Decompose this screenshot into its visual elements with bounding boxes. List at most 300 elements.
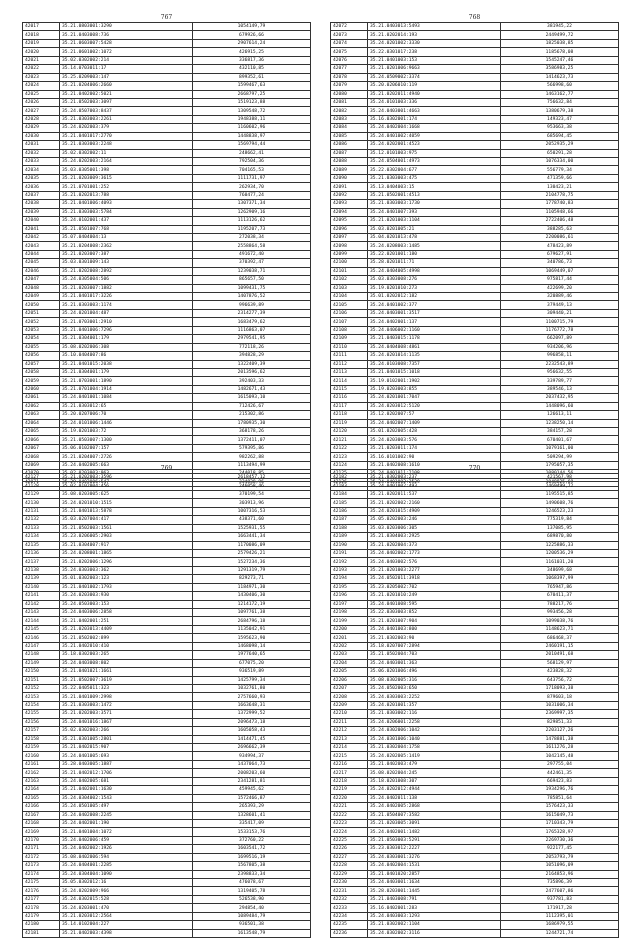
table-row <box>23 385 311 393</box>
row-number-cell: 42046 <box>23 267 60 275</box>
cadastral-value-cell: 1322409,39 <box>193 360 311 368</box>
row-number-cell: 42041 <box>23 225 60 233</box>
cadastral-number-cell: 35.24.0203003:576 <box>368 436 501 444</box>
cadastral-value-cell: 126613,11 <box>501 411 619 419</box>
row-number-cell: 42087 <box>331 149 368 157</box>
cadastral-number-cell: 35.24.0401003:800 <box>368 625 501 633</box>
cadastral-value-cell: 689870,80 <box>501 533 619 541</box>
cadastral-value-cell: 760477,24 <box>193 191 311 199</box>
table-row <box>331 259 619 267</box>
row-number-cell: 42102 <box>331 276 368 284</box>
row-number-cell: 42132 <box>23 516 60 524</box>
cadastral-value-cell: 556779,34 <box>501 166 619 174</box>
row-number-cell: 42078 <box>331 73 368 81</box>
row-number-cell: 42235 <box>331 921 368 929</box>
row-number-cell: 42056 <box>23 352 60 360</box>
cadastral-value-cell: 491672,40 <box>193 250 311 258</box>
table-row <box>23 276 311 284</box>
row-number-cell: 42233 <box>331 904 368 912</box>
cadastral-number-cell: 35.05.0202003:246 <box>368 516 501 524</box>
cadastral-value-cell: 1185678,08 <box>501 48 619 56</box>
cadastral-value-cell: 1414471,45 <box>193 735 311 743</box>
cadastral-value-cell: 320889,46 <box>501 293 619 301</box>
table-row <box>23 174 311 182</box>
row-number-cell: 42082 <box>331 107 368 115</box>
row-number-cell: 42124 <box>331 461 368 469</box>
cadastral-number-cell: 35.24.0201001:357 <box>368 701 501 709</box>
table-row <box>331 23 619 31</box>
cadastral-value-cell: 1161031,20 <box>501 558 619 566</box>
row-number-cell: 42036 <box>23 183 60 191</box>
row-number-cell: 42072 <box>331 23 368 31</box>
cadastral-value-cell: 1170086,09 <box>193 541 311 549</box>
table-row <box>23 444 311 452</box>
cadastral-value-cell: 829273,71 <box>193 575 311 583</box>
table-row <box>23 48 311 56</box>
row-number-cell: 42228 <box>331 862 368 870</box>
cadastral-value-cell: 1176772,78 <box>501 326 619 334</box>
cadastral-value-cell: 1567805,38 <box>193 862 311 870</box>
row-number-cell: 42069 <box>23 461 60 469</box>
row-number-cell: 42178 <box>23 904 60 912</box>
table-row <box>331 516 619 524</box>
row-number-cell: 42187 <box>331 516 368 524</box>
table-row <box>331 90 619 98</box>
cadastral-number-cell: 35.03.0203006:305 <box>368 524 501 532</box>
row-number-cell: 42169 <box>23 828 60 836</box>
row-number-cell: 42150 <box>23 668 60 676</box>
cadastral-value-cell: 566998,60 <box>501 82 619 90</box>
table-row <box>331 651 619 659</box>
cadastral-number-cell: 35.21.0401020:2857 <box>368 870 501 878</box>
cadastral-value-cell: 476078,67 <box>193 879 311 887</box>
cadastral-number-cell: 35.21.0203007:387 <box>60 250 193 258</box>
cadastral-value-cell: 1214172,19 <box>193 600 311 608</box>
row-number-cell: 42154 <box>23 701 60 709</box>
table-row <box>331 921 619 929</box>
table-row <box>23 760 311 768</box>
cadastral-number-cell: 35.21.0703001:2910 <box>60 318 193 326</box>
table-row <box>331 845 619 853</box>
cadastral-number-cell: 35.21.0202002:2160 <box>368 499 501 507</box>
cadastral-value-cell: 1448096,60 <box>501 402 619 410</box>
row-number-cell: 42204 <box>331 659 368 667</box>
cadastral-value-cell: 1718093,38 <box>501 684 619 692</box>
cadastral-value-cell: 1595623,90 <box>193 634 311 642</box>
cadastral-number-cell: 35.19.0102001:1902 <box>368 377 501 385</box>
row-number-cell: 42097 <box>331 233 368 241</box>
row-number-cell: 42147 <box>23 642 60 650</box>
cadastral-number-cell: 35.02.0302002:11 <box>60 149 193 157</box>
cadastral-number-cell: 35.03.0201005:21 <box>368 225 501 233</box>
row-number-cell: 42054 <box>23 335 60 343</box>
row-number-cell: 42034 <box>23 166 60 174</box>
row-number-cell: 42223 <box>331 819 368 827</box>
cadastral-number-cell: 35.06.0102007:157 <box>60 444 193 452</box>
cadastral-number-cell: 35.21.0203012:2564 <box>60 912 193 920</box>
cadastral-value-cell: 2460191,15 <box>501 642 619 650</box>
row-number-cell: 42203 <box>331 651 368 659</box>
table-row <box>23 879 311 887</box>
cadastral-value-cell: 2341281,81 <box>193 777 311 785</box>
cadastral-number-cell: 35.24.0304002:1543 <box>60 794 193 802</box>
cadastral-number-cell: 35.21.0202011:537 <box>368 490 501 498</box>
cadastral-number-cell: 35.21.0202011:4940 <box>368 90 501 98</box>
cadastral-value-cell: 2369997,35 <box>501 710 619 718</box>
register-table <box>22 473 311 938</box>
cadastral-number-cell: 35.24.0401011:2108 <box>368 470 501 478</box>
table-row <box>23 402 311 410</box>
row-number-cell: 42090 <box>331 174 368 182</box>
table-row <box>331 684 619 692</box>
cadastral-number-cell: 35.02.0302003:266 <box>60 727 193 735</box>
table-row <box>23 676 311 684</box>
row-number-cell: 42112 <box>331 360 368 368</box>
cadastral-number-cell: 35.23.0205002:702 <box>368 583 501 591</box>
row-number-cell: 42107 <box>331 318 368 326</box>
cadastral-value-cell: 953663,38 <box>501 124 619 132</box>
table-row <box>23 921 311 929</box>
row-number-cell: 42085 <box>331 132 368 140</box>
cadastral-value-cell: 879603,18 <box>501 693 619 701</box>
cadastral-value-cell: 459945,62 <box>193 786 311 794</box>
cadastral-number-cell: 35.21.0501007:768 <box>60 225 193 233</box>
table-row <box>23 360 311 368</box>
cadastral-value-cell: 423828,32 <box>501 668 619 676</box>
cadastral-value-cell: 1184971,30 <box>193 583 311 591</box>
table-row <box>331 895 619 903</box>
cadastral-number-cell: 35.24.0402004:1668 <box>368 124 501 132</box>
row-number-cell: 42172 <box>23 853 60 861</box>
cadastral-number-cell: 35.10.0404007:86 <box>60 352 193 360</box>
cadastral-value-cell: 679627,91 <box>501 250 619 258</box>
cadastral-number-cell: 35.21.0401004:1072 <box>60 828 193 836</box>
table-row <box>23 541 311 549</box>
cadastral-value-cell: 1611276,28 <box>501 744 619 752</box>
cadastral-number-cell: 35.21.0504007:3582 <box>368 811 501 819</box>
row-number-cell: 42028 <box>23 115 60 123</box>
cadastral-value-cell: 2269730,36 <box>501 836 619 844</box>
row-number-cell: 42039 <box>23 208 60 216</box>
cadastral-number-cell: 35.21.0302002:1104 <box>368 921 501 929</box>
table-row <box>23 769 311 777</box>
cadastral-value-cell: 1048825,69 <box>501 478 619 486</box>
table-row <box>23 845 311 853</box>
cadastral-number-cell: 35.21.0401013:5878 <box>60 507 193 515</box>
row-number-cell: 42128 <box>23 482 60 490</box>
cadastral-value-cell: 1663441,34 <box>193 533 311 541</box>
row-number-cell: 42142 <box>23 600 60 608</box>
row-number-cell: 42229 <box>331 870 368 878</box>
cadastral-number-cell: 35.24.0201001:7047 <box>368 394 501 402</box>
table-row <box>23 566 311 574</box>
cadastral-number-cell: 35.24.0403001:4663 <box>368 107 501 115</box>
table-row <box>331 352 619 360</box>
row-number-cell: 42047 <box>23 276 60 284</box>
row-number-cell: 42218 <box>331 777 368 785</box>
row-number-cell: 42151 <box>23 676 60 684</box>
cadastral-number-cell: 35.21.0701004:1914 <box>60 385 193 393</box>
cadastral-number-cell: 35.24.0402001:137 <box>368 318 501 326</box>
cadastral-value-cell: 426915,25 <box>193 48 311 56</box>
cadastral-value-cell: 438371,60 <box>193 516 311 524</box>
cadastral-number-cell: 35.21.0302003:90 <box>368 634 501 642</box>
cadastral-number-cell: 35.24.0402005:663 <box>60 461 193 469</box>
cadastral-number-cell: 35.24.0403001:363 <box>368 659 501 667</box>
row-number-cell: 42075 <box>331 48 368 56</box>
cadastral-value-cell: 272038,34 <box>193 233 311 241</box>
table-row <box>331 769 619 777</box>
cadastral-value-cell: 677075,20 <box>193 659 311 667</box>
cadastral-value-cell: 1307371,34 <box>193 200 311 208</box>
table-row <box>331 879 619 887</box>
table-row <box>331 558 619 566</box>
cadastral-number-cell: 35.24.0406002:1160 <box>368 326 501 334</box>
table-row <box>23 575 311 583</box>
cadastral-value-cell: 1160602,96 <box>193 124 311 132</box>
cadastral-number-cell: 35.24.0201015:4909 <box>368 507 501 515</box>
cadastral-number-cell: 35.08.0202004:245 <box>368 769 501 777</box>
cadastral-number-cell: 35.24.0301006:1040 <box>368 735 501 743</box>
cadastral-number-cell: 35.02.0203003:963 <box>60 470 193 478</box>
cadastral-number-cell: 35.21.0403013:5493 <box>368 23 501 31</box>
cadastral-number-cell: 35.12.0202007:57 <box>368 411 501 419</box>
cadastral-number-cell: 35.21.0202008:2892 <box>60 267 193 275</box>
cadastral-number-cell: 35.21.0203007:1882 <box>60 284 193 292</box>
row-number-cell: 42045 <box>23 259 60 267</box>
table-row <box>331 360 619 368</box>
table-row <box>331 929 619 937</box>
cadastral-value-cell: 785851,64 <box>501 794 619 802</box>
row-number-cell: 42060 <box>23 385 60 393</box>
cadastral-value-cell: 1080144,56 <box>501 470 619 478</box>
cadastral-number-cell: 35.21.0303003:2261 <box>60 115 193 123</box>
table-row <box>331 524 619 532</box>
table-row <box>23 668 311 676</box>
cadastral-value-cell: 1007316,53 <box>193 507 311 515</box>
table-row <box>23 343 311 351</box>
row-number-cell: 42215 <box>331 752 368 760</box>
cadastral-value-cell: 956632,55 <box>501 368 619 376</box>
table-row <box>331 132 619 140</box>
table-row <box>23 166 311 174</box>
row-number-cell: 42117 <box>331 402 368 410</box>
table-row <box>331 642 619 650</box>
cadastral-number-cell: 35.24.0401007:393 <box>368 208 501 216</box>
row-number-cell: 42064 <box>23 419 60 427</box>
table-row <box>331 836 619 844</box>
cadastral-value-cell: 526538,90 <box>193 895 311 903</box>
cadastral-number-cell: 35.06.0201006:496 <box>368 668 501 676</box>
cadastral-value-cell: 336817,36 <box>193 56 311 64</box>
cadastral-value-cell: 1603541,72 <box>193 845 311 853</box>
row-number-cell: 42156 <box>23 718 60 726</box>
table-row <box>23 499 311 507</box>
cadastral-number-cell: 35.01.0202012:182 <box>368 293 501 301</box>
table-row <box>23 90 311 98</box>
table-row <box>331 276 619 284</box>
cadastral-number-cell: 35.22.0303003:852 <box>368 609 501 617</box>
cadastral-number-cell: 35.21.0304003:2925 <box>368 533 501 541</box>
row-number-cell: 42093 <box>331 200 368 208</box>
row-number-cell: 42037 <box>23 191 60 199</box>
row-number-cell: 42062 <box>23 402 60 410</box>
table-row <box>23 208 311 216</box>
table-row <box>23 895 311 903</box>
row-number-cell: 42126 <box>331 478 368 486</box>
row-number-cell: 42167 <box>23 811 60 819</box>
table-row <box>331 444 619 452</box>
table-row <box>331 183 619 191</box>
cadastral-value-cell: 936501,38 <box>193 921 311 929</box>
cadastral-number-cell: 35.24.0402002:1926 <box>60 845 193 853</box>
cadastral-number-cell: 35.24.0201002:3330 <box>368 39 501 47</box>
row-number-cell: 42155 <box>23 710 60 718</box>
cadastral-number-cell: 35.20.0206010:119 <box>368 82 501 90</box>
table-row <box>331 566 619 574</box>
cadastral-number-cell: 35.02.0102004:456 <box>60 482 193 490</box>
cadastral-value-cell: 2696662,39 <box>193 744 311 752</box>
row-number-cell: 42174 <box>23 870 60 878</box>
row-number-cell: 42145 <box>23 625 60 633</box>
table-row <box>23 777 311 785</box>
table-row <box>331 309 619 317</box>
cadastral-value-cell: 1934296,76 <box>501 786 619 794</box>
cadastral-value-cell: 1328601,41 <box>193 811 311 819</box>
row-number-cell: 42023 <box>23 73 60 81</box>
row-number-cell: 42020 <box>23 48 60 56</box>
cadastral-value-cell: 1425799,34 <box>193 676 311 684</box>
cadastral-number-cell: 35.23.0303012:2227 <box>368 845 501 853</box>
cadastral-value-cell: 1105948,66 <box>501 208 619 216</box>
cadastral-number-cell: 35.21.0203009:3615 <box>60 174 193 182</box>
cadastral-value-cell: 1527234,36 <box>193 558 311 566</box>
cadastral-value-cell: 568129,97 <box>501 659 619 667</box>
row-number-cell: 42083 <box>331 115 368 123</box>
row-number-cell: 42130 <box>23 499 60 507</box>
row-number-cell: 42159 <box>23 744 60 752</box>
row-number-cell: 42221 <box>331 803 368 811</box>
table-row <box>331 98 619 106</box>
cadastral-number-cell: 35.21.0502004:703 <box>368 651 501 659</box>
row-number-cell: 42202 <box>331 642 368 650</box>
cadastral-number-cell: 35.28.0403005:1887 <box>60 760 193 768</box>
cadastral-value-cell: 297755,04 <box>501 760 619 768</box>
row-number-cell: 42113 <box>331 368 368 376</box>
table-row <box>23 39 311 47</box>
cadastral-value-cell: 432110,85 <box>193 65 311 73</box>
row-number-cell: 42079 <box>331 82 368 90</box>
cadastral-value-cell: 2757660,93 <box>193 693 311 701</box>
cadastral-number-cell: 35.21.0402001:1630 <box>60 786 193 794</box>
row-number-cell: 42114 <box>331 377 368 385</box>
row-number-cell: 42122 <box>331 444 368 452</box>
table-row <box>23 65 311 73</box>
row-number-cell: 42127 <box>23 474 60 482</box>
row-number-cell: 42140 <box>23 583 60 591</box>
row-number-cell: 42138 <box>23 566 60 574</box>
row-number-cell: 42084 <box>331 124 368 132</box>
table-row <box>331 490 619 498</box>
row-number-cell: 42074 <box>331 39 368 47</box>
row-number-cell: 42092 <box>331 191 368 199</box>
row-number-cell: 42104 <box>331 293 368 301</box>
cadastral-number-cell: 35.24.0402005:2868 <box>368 803 501 811</box>
cadastral-number-cell: 35.18.0207007:2894 <box>368 642 501 650</box>
cadastral-value-cell: 996639,89 <box>193 301 311 309</box>
table-row <box>23 132 311 140</box>
cadastral-number-cell: 35.24.0402011:138 <box>368 794 501 802</box>
cadastral-value-cell: 1079161,00 <box>501 444 619 452</box>
table-row <box>23 482 311 490</box>
cadastral-value-cell: 1437064,73 <box>193 760 311 768</box>
cadastral-value-cell: 934206,96 <box>501 343 619 351</box>
table-row <box>23 803 311 811</box>
cadastral-number-cell: 35.21.0303003:1730 <box>368 200 501 208</box>
cadastral-number-cell: 35.04.0201013:478 <box>368 233 501 241</box>
table-row <box>331 200 619 208</box>
cadastral-number-cell: 35.08.0202006:308 <box>60 343 193 351</box>
cadastral-number-cell: 35.24.0202012:4944 <box>368 786 501 794</box>
table-row <box>23 394 311 402</box>
cadastral-number-cell: 35.19.0201003:72 <box>60 428 193 436</box>
cadastral-number-cell: 35.21.0204007:2726 <box>60 453 193 461</box>
cadastral-number-cell: 35.24.0501005:497 <box>60 803 193 811</box>
row-number-cell: 42210 <box>331 710 368 718</box>
cadastral-value-cell: 788217,76 <box>501 600 619 608</box>
row-number-cell: 42027 <box>23 107 60 115</box>
row-number-cell: 42099 <box>331 250 368 258</box>
table-row <box>331 625 619 633</box>
cadastral-value-cell: 669423,83 <box>501 777 619 785</box>
cadastral-number-cell: 35.24.0402001:190 <box>60 819 193 827</box>
cadastral-number-cell: 35.24.0403001:3517 <box>368 309 501 317</box>
register-page-768 <box>330 13 619 487</box>
cadastral-number-cell: 35.21.0303002:116 <box>368 710 501 718</box>
cadastral-number-cell: 35.22.0405011:323 <box>60 684 193 692</box>
cadastral-number-cell: 35.21.0401015:2038 <box>60 360 193 368</box>
row-number-cell: 42180 <box>23 921 60 929</box>
cadastral-value-cell: 2053793,79 <box>501 853 619 861</box>
cadastral-number-cell: 35.21.0603007:5428 <box>60 39 193 47</box>
row-number-cell: 42125 <box>331 470 368 478</box>
table-row <box>23 887 311 895</box>
table-row <box>23 335 311 343</box>
table-row <box>23 583 311 591</box>
cadastral-value-cell: 309440,21 <box>501 309 619 317</box>
cadastral-number-cell: 35.24.0402006:459 <box>60 836 193 844</box>
table-row <box>23 191 311 199</box>
table-row <box>23 225 311 233</box>
table-row <box>23 31 311 39</box>
cadastral-number-cell: 35.22.0201001:180 <box>368 250 501 258</box>
cadastral-value-cell: 2668797,25 <box>193 90 311 98</box>
table-row <box>331 48 619 56</box>
table-row <box>331 436 619 444</box>
cadastral-value-cell: 643756,72 <box>501 676 619 684</box>
table-row <box>331 115 619 123</box>
row-number-cell: 42131 <box>23 507 60 515</box>
row-number-cell: 42165 <box>23 794 60 802</box>
table-row <box>331 301 619 309</box>
cadastral-number-cell: 35.24.0403003:1293 <box>368 912 501 920</box>
table-row <box>331 853 619 861</box>
row-number-cell: 42049 <box>23 293 60 301</box>
row-number-cell: 42190 <box>331 541 368 549</box>
cadastral-number-cell: 35.21.0401002:1793 <box>60 583 193 591</box>
cadastral-value-cell: 334838,96 <box>193 478 311 486</box>
row-number-cell: 42096 <box>331 225 368 233</box>
